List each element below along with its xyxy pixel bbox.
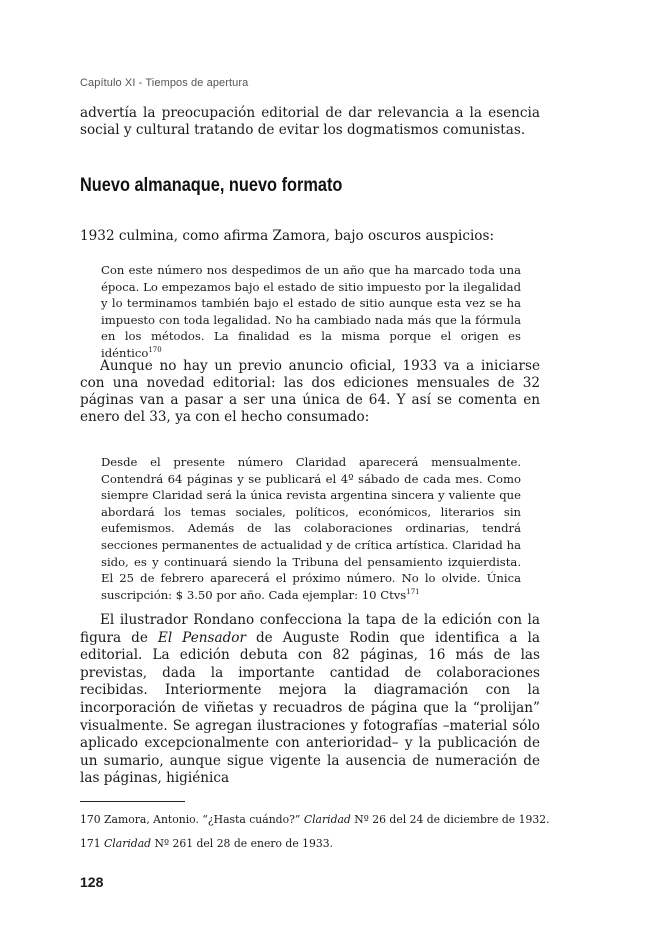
footnote-number: 171 (80, 837, 101, 850)
footnote-italic: Claridad (303, 813, 351, 826)
footnote-170 (80, 813, 550, 827)
footnote-text-end: Nº 26 del 24 de diciembre de 1932. (350, 813, 550, 826)
footnote-ref-171: 171 (406, 587, 420, 596)
block-quote-2 (101, 454, 521, 603)
running-head: Capítulo XI - Tiempos de apertura (80, 77, 249, 89)
footnote-separator (80, 801, 185, 802)
section-heading: Nuevo almanaque, nuevo formato (80, 175, 343, 196)
paragraph-1: 1932 culmina, como afirma Zamora, bajo oscuros auspicios: (80, 228, 495, 244)
block-quote-1 (101, 262, 521, 362)
footnote-text-end: Nº 261 del 28 de enero de 1933. (151, 837, 334, 850)
footnote-171 (80, 837, 550, 851)
page-number: 128 (80, 874, 104, 890)
intro-paragraph: advertía la preocupación editorial de dar relevancia a la esencia social y cultural tratando de evitar los dogmatismos comunistas. (80, 105, 540, 138)
quote-1-text: Con este número nos despedimos de un año que ha marcado toda una época. Lo empezamos bajo el estado de sitio impuesto por la ilegalidad y lo terminamos también bajo el estado de sitio aunque esta vez se ha impuesto con toda legalidad. No ha cambiado nada más que la fórmula en los métodos. La finalidad es la misma porque el origen es idéntico (101, 263, 521, 360)
footnote-ref-170: 170 (148, 345, 162, 354)
footnote-number: 170 (80, 813, 101, 826)
quote-2-text: Desde el presente número Claridad aparecerá mensualmente. Contendrá 64 páginas y se publicará el 4º sábado de cada mes. Como siempre Claridad será la única revista argentina sincera y valiente que abordará los temas sociales, políticos, económicos, literarios sin eufemismos. Además de las colaboraciones ordinarias, tendrá secciones permanentes de actualidad y de crítica artística. Claridad ha sido, es y continuará siendo la Tribuna del pensamiento izquierdista. El 25 de febrero aparecerá el próximo número. No lo olvide. Única suscripción: $ 3.50 por año. Cada ejemplar: 10 Ctvs (101, 455, 521, 602)
paragraph-3-text-b: de Auguste Rodin que identifica a la editorial. La edición debuta con 82 páginas, 16 más de las previstas, dada la importante cantidad de colaboraciones recibidas. Interiormente mejora la diagramación con la incorporación de viñetas y recuadros de página que la “prolijan” visualmente. Se agregan ilustraciones y fotografías –material sólo aplicado excepcionalmente con anterioridad– y la publicación de un sumario, aunque sigue vigente la ausencia de numeración de las páginas, higiénica (80, 629, 540, 787)
footnote-text: Zamora, Antonio. “¿Hasta cuándo?” (100, 813, 304, 826)
footnote-italic: Claridad (104, 837, 152, 850)
paragraph-3-text-a: El ilustrador Rondano confecciona la tapa de la edición con la figura de (80, 612, 540, 646)
paragraph-3 (80, 612, 540, 788)
paragraph-2: Aunque no hay un previo anuncio oficial, 1933 va a iniciarse con una novedad editorial: las dos ediciones mensuales de 32 páginas van a pasar a ser una única de 64. Y así se comenta en enero del 33, ya con el hecho consumado: (80, 358, 540, 425)
artwork-title: El Pensador (157, 629, 246, 646)
